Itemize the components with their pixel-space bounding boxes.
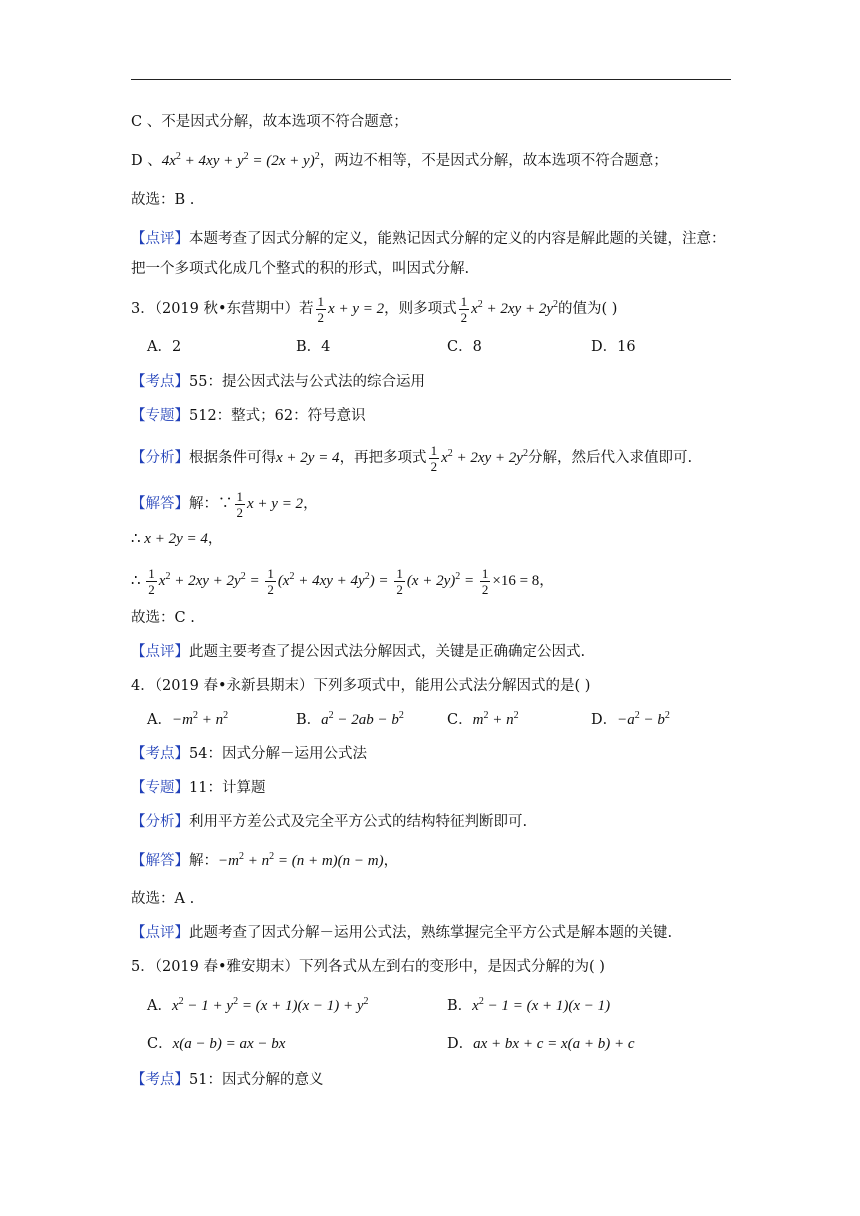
q4-option-b: B．$a^2 - 2ab - b^2$ [296,710,404,728]
q3-dianping: 【点评】此题主要考查了提公因式法分解因式，关键是正确确定公因式. [131,644,586,660]
q4-option-c: C．$m^2 + n^2$ [447,710,519,728]
q5-kaodian: 【考点】51：因式分解的意义 [131,1072,324,1088]
q5-stem: 5．（2019 春•雅安期末）下列各式从左到右的变形中，是因式分解的为( ) [131,959,605,975]
q3-option-a: A．2 [147,339,182,355]
q3-answer: 故选：C . [131,610,195,626]
line-comment-cont: 把一个多项式化成几个整式的积的形式，叫因式分解. [131,261,470,277]
q3-step-2: ∴ $\frac{1}{2}$ $x^2 + 2xy + 2y^2$ = $\frac{1}{2}$ $(x^2 + 4xy + 4y^2)$ = $\frac{1}{2}$ $(x + 2y)^2$ = $\frac{1}{2}$ ×16 = 8， [131,566,554,597]
q4-option-d: D．$-a^2 - b^2$ [591,710,670,728]
q4-zhuanti: 【专题】11：计算题 [131,780,266,796]
line-option-c-analysis: C 、不是因式分解，故本选项不符合题意； [131,114,408,130]
q5-option-c: C．x(a − b) = ax − bx [147,1036,286,1052]
q4-option-a: A．$-m^2 + n^2$ [147,710,229,728]
q3-stem: 3．（2019 秋•东营期中）若 $\frac{1}{2}$ x + y = 2，则多项式 $\frac{1}{2}$ $x^2 + 2xy + 2y^2$的值为( ) [131,294,618,325]
q3-jieda: 【解答】解：∵ $\frac{1}{2}$ x + y = 2， [131,489,318,520]
q4-stem: 4．（2019 春•永新县期末）下列多项式中，能用公式法分解因式的是( ) [131,678,591,694]
q4-kaodian: 【考点】54：因式分解－运用公式法 [131,746,367,762]
q3-kaodian: 【考点】55：提公因式法与公式法的综合运用 [131,374,425,390]
q3-option-c: C．8 [447,339,482,355]
line-option-d-analysis: D 、$4x^2 + 4xy + y^2 = (2x + y)^2$，两边不相等，不是因式分解，故本选项不符合题意； [131,151,668,169]
q4-jieda: 【解答】解：$-m^2 + n^2 = (n + m)(n - m)$， [131,851,399,869]
q3-fenxi: 【分析】根据条件可得x + 2y = 4，再把多项式 $\frac{1}{2}$ $x^2 + 2xy + 2y^2$分解，然后代入求值即可. [131,443,693,474]
q3-option-d: D．16 [591,339,636,355]
header-rule [131,79,731,80]
q3-option-b: B．4 [296,339,331,355]
q4-fenxi: 【分析】利用平方差公式及完全平方公式的结构特征判断即可. [131,814,528,830]
q5-option-d: D．ax + bx + c = x(a + b) + c [447,1036,635,1052]
q3-zhuanti: 【专题】512：整式；62：符号意识 [131,408,366,424]
line-answer-b: 故选：B . [131,192,195,208]
formula-d: $4x^2 + 4xy + y^2 = (2x + y)^2$ [161,151,320,169]
q3-step-1: ∴ x + 2y = 4， [131,531,223,547]
q4-dianping: 【点评】此题考查了因式分解－运用公式法，熟练掌握完全平方公式是解本题的关键. [131,925,673,941]
q4-answer: 故选：A . [131,891,195,907]
q5-option-a: A．$x^2 - 1 + y^2 = (x + 1)(x - 1) + y^2$ [147,996,369,1014]
q5-option-b: B．$x^2 - 1 = (x + 1)(x - 1)$ [447,996,611,1014]
line-comment: 【点评】本题考查了因式分解的定义，能熟记因式分解的定义的内容是解此题的关键，注意： [131,231,726,247]
